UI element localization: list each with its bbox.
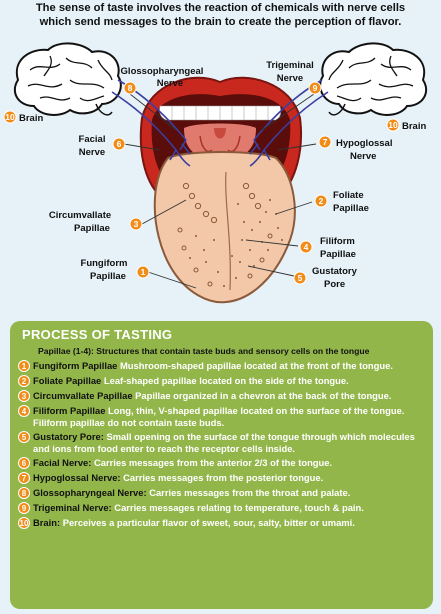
item-name: Fungiform Papillae [33,360,118,371]
process-item [18,360,427,372]
item-text [33,431,427,454]
item-name: Filiform Papillae [33,405,106,416]
svg-text:Gustatory: Gustatory [312,266,357,277]
item-number-badge: 8 [18,487,30,499]
svg-text:Fungiform: Fungiform [80,258,128,269]
process-item [18,431,427,454]
svg-text:Circumvallate: Circumvallate [48,210,112,221]
item-description: Leaf-shaped papillae located on the side of the tongue. [103,375,349,386]
item-number-badge: 2 [18,375,30,387]
svg-text:Nerve: Nerve [276,73,304,84]
process-item [18,390,427,402]
item-description: Perceives a particular flavor of sweet, sour, salty, bitter or umami. [62,517,355,528]
brain-left-illustration [15,43,121,115]
tongue-illustration [155,152,295,302]
process-panel [10,321,433,609]
papillae-note-desc: Structures that contain taste buds and sensory cells on the tongue [96,346,370,356]
item-description: Carries messages from the anterior 2/3 of the tongue. [93,457,333,468]
svg-text:1: 1 [140,267,146,277]
label-foliate [315,190,369,214]
svg-text:Papillae: Papillae [90,271,126,282]
svg-text:Trigeminal: Trigeminal [266,60,314,71]
process-item [18,502,427,514]
svg-text:6: 6 [116,139,122,149]
svg-text:Papillae: Papillae [74,223,110,234]
svg-text:Nerve: Nerve [156,78,184,89]
process-item [18,472,427,484]
svg-text:Facial: Facial [78,134,106,145]
item-text [33,502,364,514]
label-brain-left [4,111,43,124]
item-number-badge: 5 [18,431,30,443]
svg-text:10: 10 [5,112,15,122]
item-text [33,457,332,469]
process-item [18,487,427,499]
papillae-note [38,346,427,356]
svg-text:Papillae: Papillae [333,203,369,214]
item-name: Glossopharyngeal Nerve: [33,487,147,498]
svg-text:Foliate: Foliate [333,190,364,201]
item-name: Trigeminal Nerve: [33,502,112,513]
svg-text:Filiform: Filiform [320,236,355,247]
item-number-badge: 4 [18,405,30,417]
item-number-badge: 9 [18,502,30,514]
header-line-1: The sense of taste involves the reaction of chemicals with nerve cells [35,2,406,14]
process-item [18,405,427,428]
item-text [33,390,391,402]
item-description: Small opening on the surface of the tongue through which molecules and ions from food enter to reach the receptor cells inside. [33,431,415,454]
label-hypoglossal [319,136,393,162]
item-text [33,472,323,484]
svg-text:Nerve: Nerve [350,151,377,162]
svg-text:8: 8 [127,83,133,93]
brain-right-illustration [320,43,426,115]
svg-text:Glossopharyngeal: Glossopharyngeal [120,66,204,77]
item-description: Papillae organized in a chevron at the back of the tongue. [135,390,392,401]
svg-text:Brain: Brain [402,121,427,132]
label-fungiform [81,258,149,282]
process-title: PROCESS OF TASTING [22,327,173,342]
svg-text:Papillae: Papillae [320,249,356,260]
item-name: Brain: [33,517,61,528]
item-number-badge: 10 [19,519,29,528]
item-name: Foliate Papillae [33,375,102,386]
item-name: Facial Nerve: [33,457,92,468]
item-number-badge: 3 [18,390,30,402]
item-description: Carries messages from the posterior tongue. [123,472,324,483]
svg-text:Hypoglossal: Hypoglossal [336,138,393,149]
item-text [33,360,393,372]
process-items [18,360,427,529]
svg-text:7: 7 [322,137,328,147]
item-number-badge: 7 [18,472,30,484]
process-item [18,517,427,529]
svg-text:Brain: Brain [19,113,44,124]
svg-text:3: 3 [133,219,139,229]
item-number-badge: 1 [18,360,30,372]
item-text [33,375,349,387]
item-name: Gustatory Pore: [33,431,104,442]
svg-text:4: 4 [303,242,309,252]
label-gustatory [294,266,358,290]
svg-text:9: 9 [312,83,318,93]
item-description: Carries messages relating to temperature, touch & pain. [114,502,364,513]
item-description: Long, thin, V-shaped papillae located on the surface of the tongue. Filiform papillae do not contain taste buds. [33,405,405,428]
label-brain-right [387,119,426,132]
item-text [33,405,427,428]
item-number-badge: 6 [18,457,30,469]
label-filiform [300,236,356,260]
item-name: Hypoglossal Nerve: [33,472,121,483]
item-text [33,517,355,529]
item-description: Carries messages from the throat and palate. [149,487,351,498]
header-line-2: which send messages to the brain to create the perception of flavor. [39,15,402,28]
label-circumvallate [49,210,142,234]
svg-text:10: 10 [388,120,398,130]
item-name: Circumvallate Papillae [33,390,133,401]
svg-text:5: 5 [297,273,303,283]
item-text [33,487,350,499]
process-item [18,375,427,387]
item-description: Mushroom-shaped papillae located at the front of the tongue. [120,360,393,371]
process-item [18,457,427,469]
svg-text:Pore: Pore [324,279,346,290]
svg-text:2: 2 [318,196,324,206]
papillae-note-label: Papillae (1-4): [38,346,94,356]
label-facial [79,134,125,158]
svg-text:Nerve: Nerve [78,147,106,158]
